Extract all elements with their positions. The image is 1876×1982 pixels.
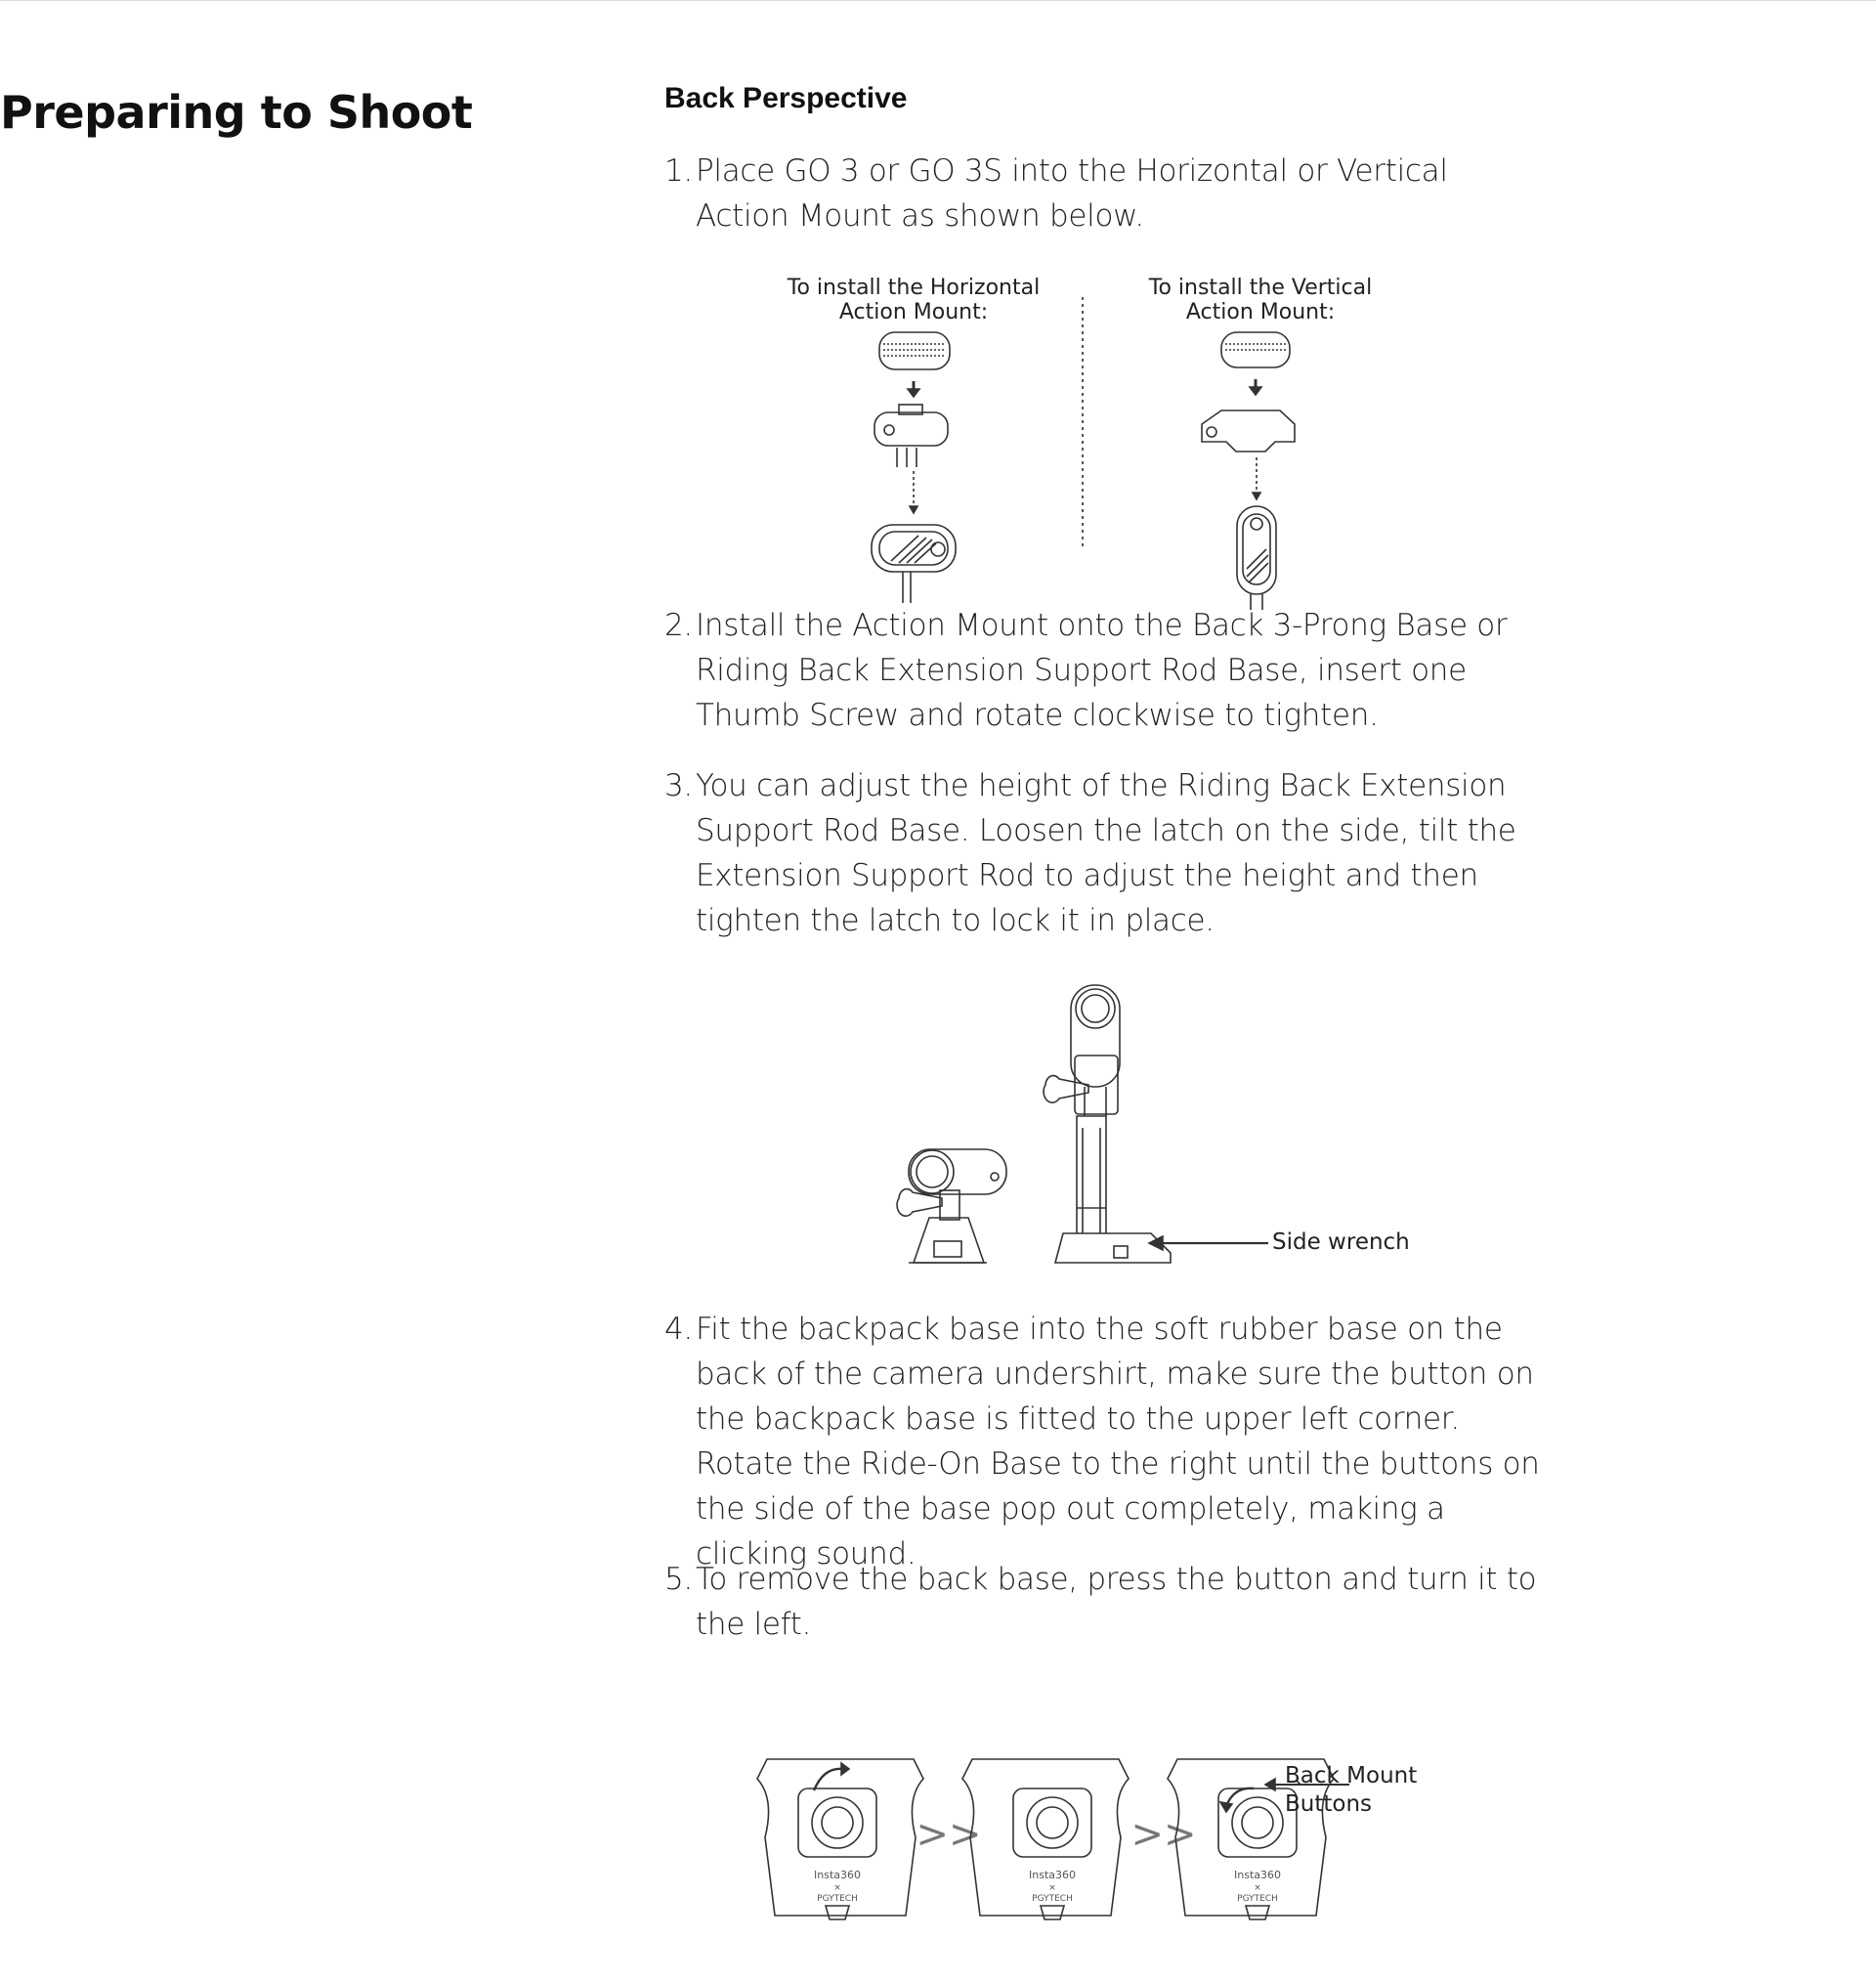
mount-install-drawing	[782, 276, 1387, 579]
callout-side-wrench: Side wrench	[1272, 1229, 1410, 1255]
step-text: Fit the backpack base into the soft rubber base on the back of the camera undershirt, make sure the button on the backpack base is fitted to the upper left corner. Rotate the Ride-On Base to the right until the buttons on the side of the base pop out completely, making a clicking sound.	[696, 1312, 1540, 1572]
step-text: To remove the back base, press the button and turn it to the left.	[696, 1562, 1537, 1642]
section-heading: Back Perspective	[664, 82, 908, 114]
page-title: Preparing to Shoot	[0, 86, 473, 139]
brand-insta360-text: Insta360	[814, 1869, 861, 1881]
brand-partner-text: PGYTECH	[1032, 1894, 1073, 1904]
base-mount-camera-illustration	[897, 1149, 1006, 1263]
brand-x-text: ×	[1254, 1883, 1261, 1893]
step-number: 3.	[664, 768, 693, 803]
step-number: 5.	[664, 1562, 693, 1597]
vertical-mount-illustration	[1202, 410, 1295, 452]
main-content	[664, 82, 1544, 115]
figure-mount-install	[782, 276, 1387, 579]
brand-x-text: ×	[1048, 1883, 1056, 1893]
rod-mount-camera-illustration	[1044, 985, 1171, 1263]
brand-partner-text: PGYTECH	[817, 1894, 858, 1904]
step-text: Install the Action Mount onto the Back 3-Prong Base or Riding Back Extension Support Rod Base, insert one Thumb Screw and rotate clockwise to tighten.	[696, 608, 1508, 733]
step-4	[664, 1307, 1544, 1576]
camera-vertical-illustration	[1221, 332, 1290, 367]
figure-back-base	[757, 1749, 1441, 1925]
horizontal-mount-illustration	[874, 405, 948, 467]
step-number: 1.	[664, 153, 693, 189]
step-number: 4.	[664, 1312, 693, 1347]
extension-rod-drawing	[870, 977, 1417, 1271]
back-base-panel-1	[757, 1759, 923, 1919]
step-text: You can adjust the height of the Riding Back Extension Support Rod Base. Loosen the latch on the side, tilt the Extension Support Rod to adjust the height and then tighten the latch to lock it in place.	[696, 768, 1516, 938]
step-text: Place GO 3 or GO 3S into the Horizontal or Vertical Action Mount as shown below.	[696, 153, 1448, 234]
brand-x-text: ×	[833, 1883, 841, 1893]
top-divider	[0, 0, 1876, 1]
horizontal-camera-in-mount-illustration	[872, 525, 956, 603]
chevron-right-icon: >>	[916, 1812, 982, 1857]
brand-insta360-text: Insta360	[1234, 1869, 1281, 1881]
callout-back-mount-buttons: Back Mount Buttons	[1285, 1763, 1418, 1817]
brand-insta360-text: Insta360	[1029, 1869, 1076, 1881]
step-2	[664, 603, 1544, 738]
camera-horizontal-illustration	[879, 332, 950, 369]
figure-extension-rod	[870, 977, 1417, 1271]
step-1	[664, 149, 1544, 238]
step-5	[664, 1557, 1544, 1647]
step-3	[664, 763, 1544, 943]
vertical-camera-in-mount-illustration	[1237, 506, 1276, 610]
chevron-right-icon: >>	[1130, 1812, 1197, 1857]
label-vertical-mount: To install the Vertical Action Mount:	[1148, 276, 1373, 324]
step-number: 2.	[664, 608, 693, 643]
brand-partner-text: PGYTECH	[1237, 1894, 1278, 1904]
label-horizontal-mount: To install the Horizontal Action Mount:	[787, 276, 1041, 324]
back-base-panel-2	[962, 1759, 1129, 1919]
